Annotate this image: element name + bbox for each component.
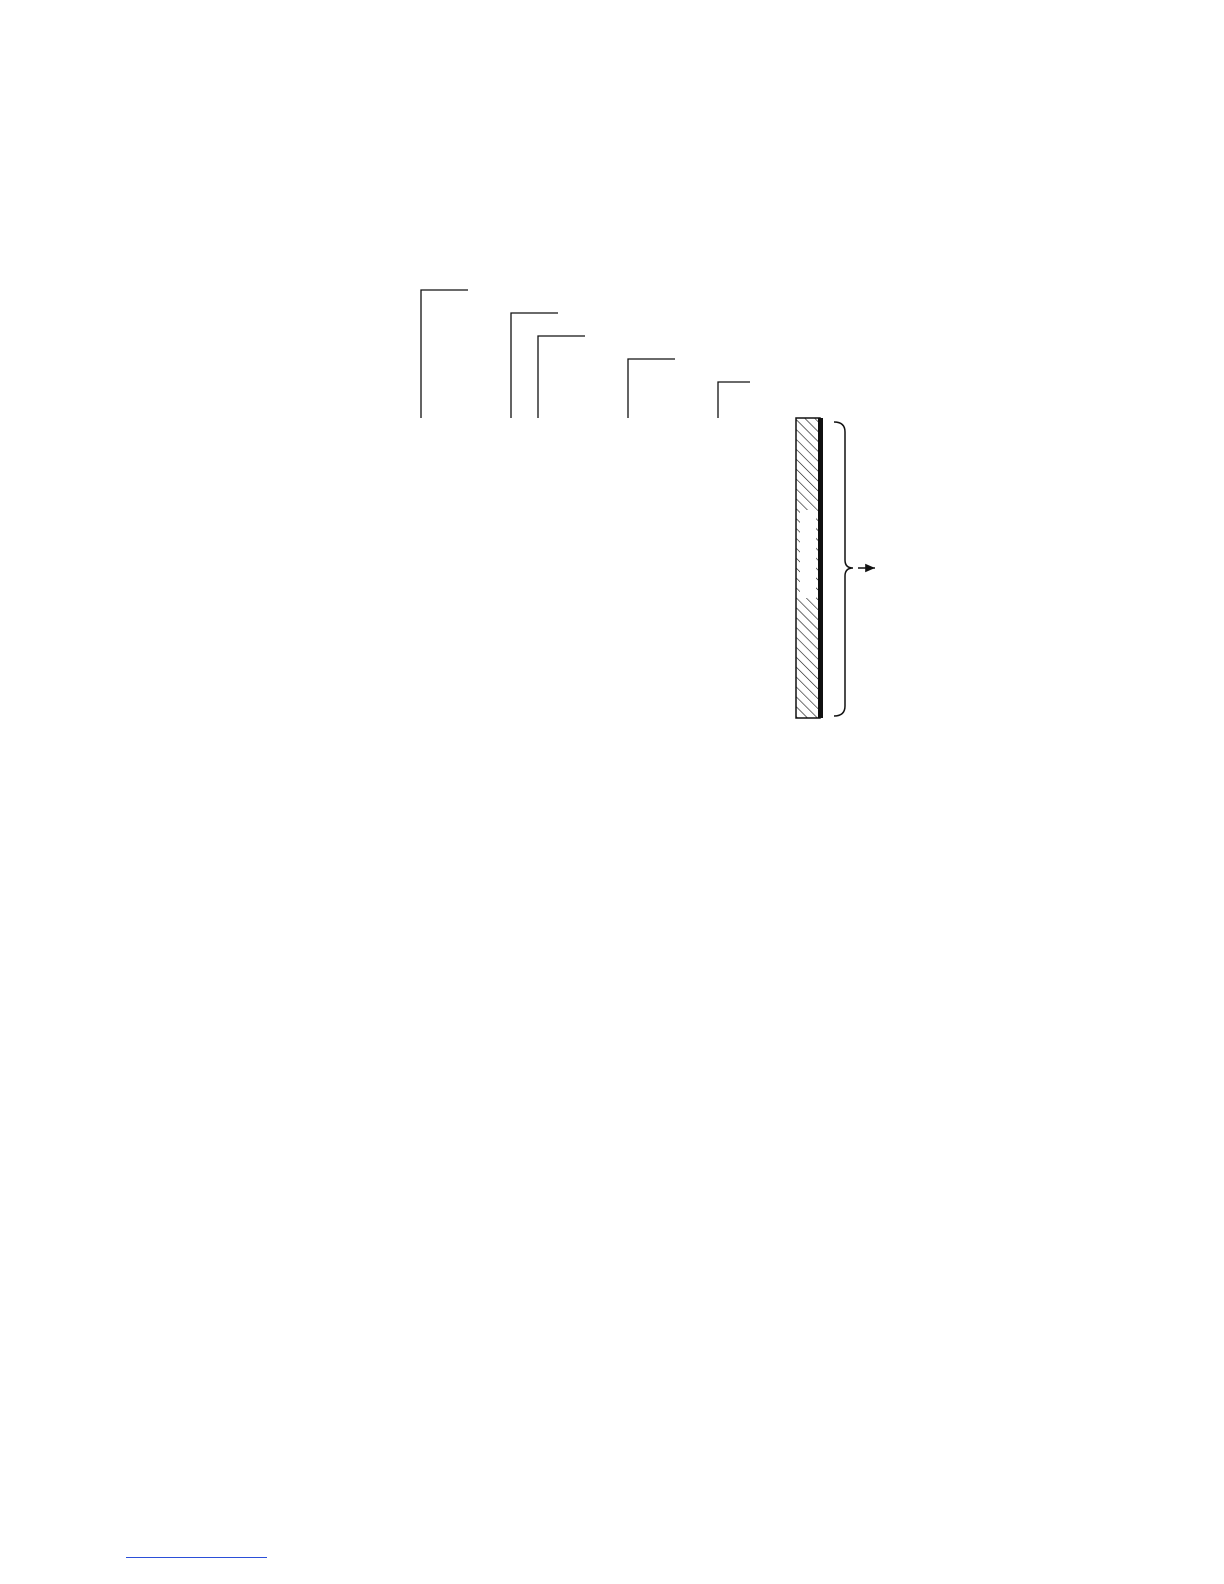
status-register-diagram: [0, 0, 1224, 760]
command-leader-lines: [421, 290, 750, 418]
footnote-rule: [126, 1557, 267, 1558]
output-brace: [834, 422, 853, 716]
